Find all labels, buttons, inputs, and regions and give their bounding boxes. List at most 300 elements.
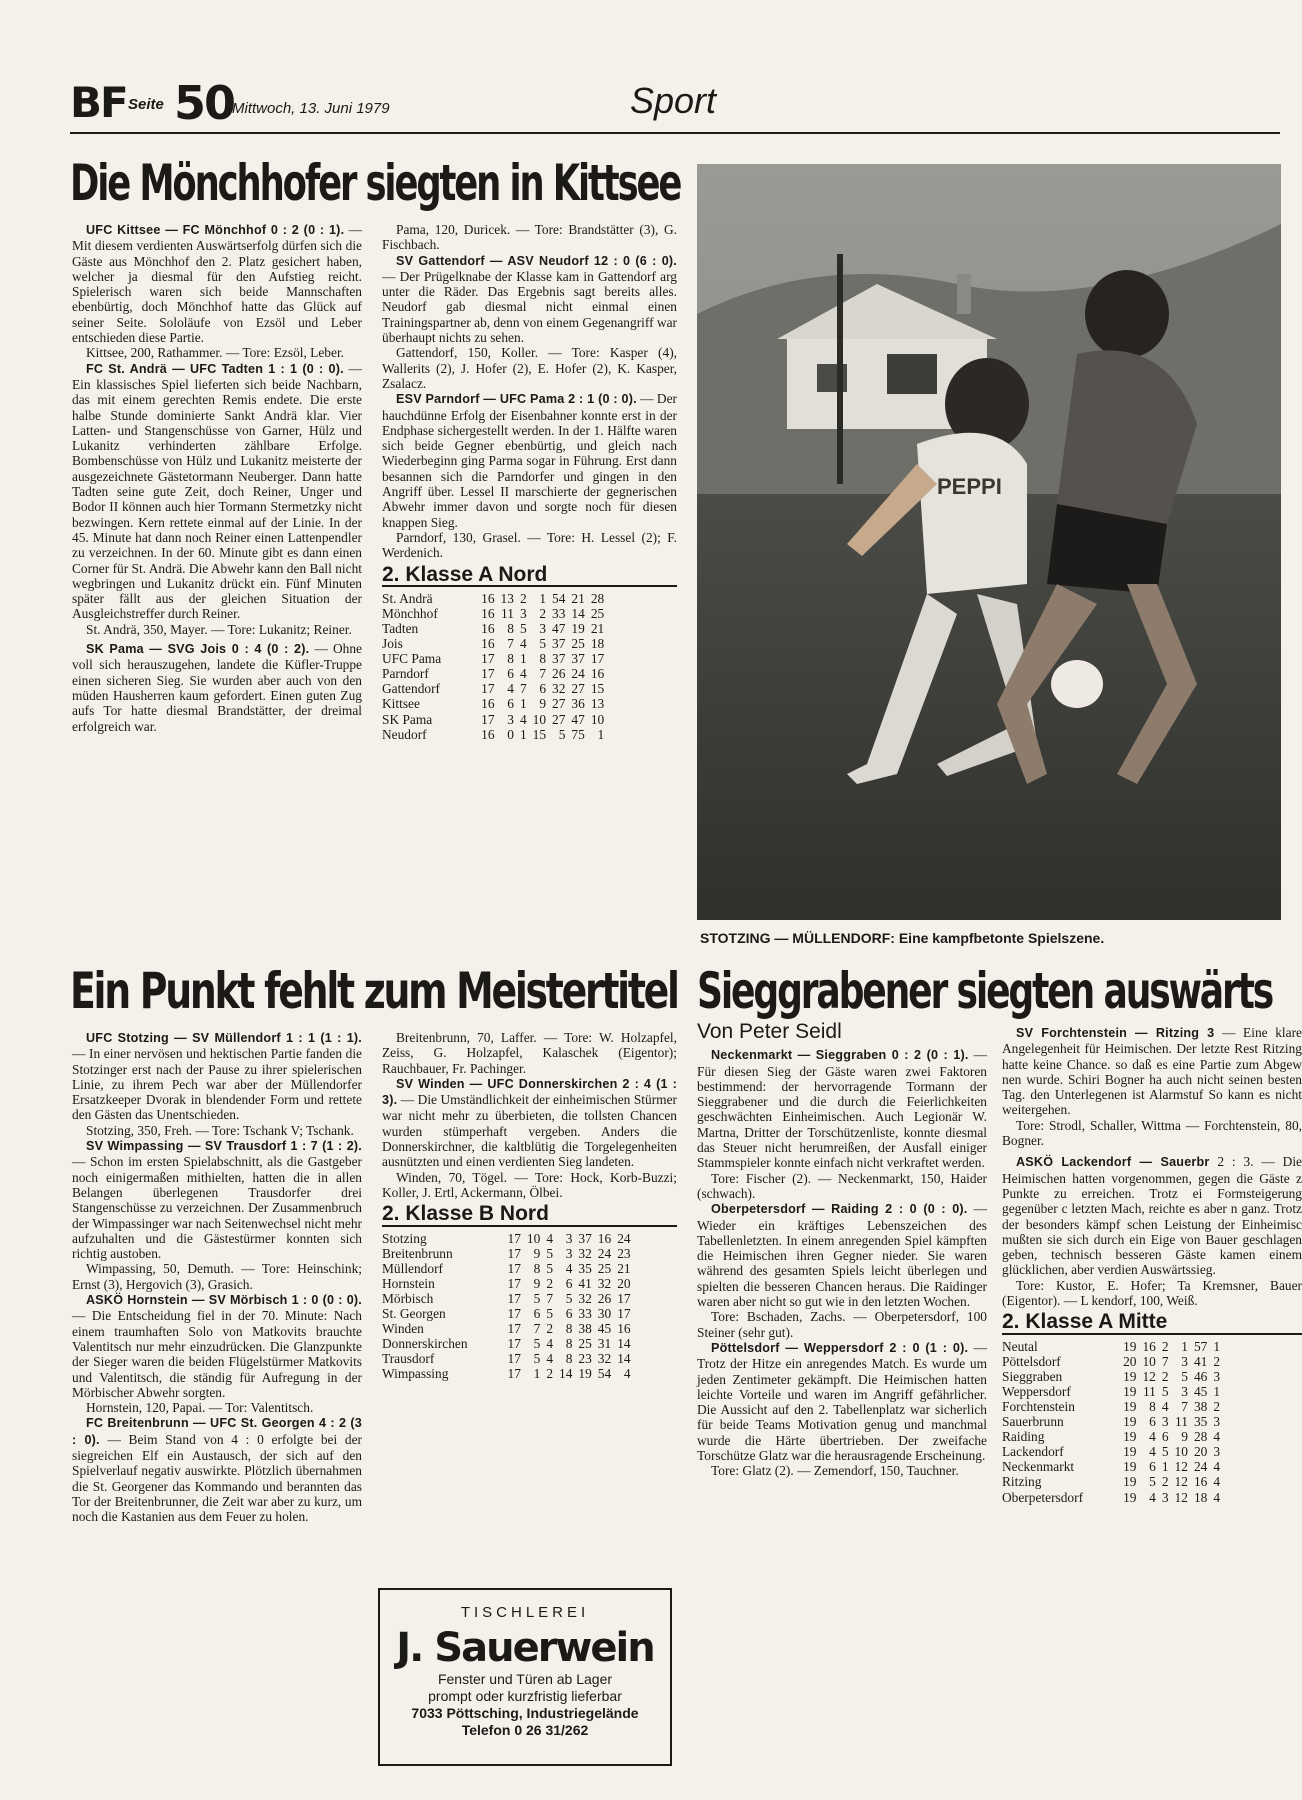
table-row (382, 1261, 637, 1276)
table-cell: 1 (519, 726, 527, 742)
table-cell: 6 (1149, 1414, 1156, 1430)
table-cell: 47 (552, 621, 566, 637)
table-cell: 19 (1123, 1414, 1137, 1430)
table-cell: 6 (507, 696, 514, 712)
table-cell: 19 (1123, 1429, 1137, 1445)
table-row (1002, 1414, 1226, 1429)
table-cell: 4 (507, 681, 514, 697)
table-cell: 17 (507, 1230, 521, 1246)
match-info: Wimpassing, 50, Demuth. — Tore: Heinschink; Ernst (3), Hergovich (3), Grasich. (72, 1261, 362, 1292)
table-cell: 27 (552, 696, 566, 712)
byline: Von Peter Seidl (697, 1020, 842, 1043)
table-cell: 2 (539, 605, 547, 621)
table-cell: 19 (1123, 1444, 1137, 1460)
header-rule (70, 132, 1280, 134)
team-name: Raiding (1002, 1429, 1045, 1445)
table-cell: 5 (539, 636, 547, 652)
issue-date: Mittwoch, 13. Juni 1979 (232, 100, 390, 117)
article2-column-2 (382, 1030, 677, 1382)
table-row (382, 1306, 637, 1321)
match-heading: UFC Kittsee — FC Mönchhof 0 : 2 (0 : 1). (86, 223, 345, 237)
article3-column-2 (1002, 1025, 1302, 1505)
table-cell: 19 (571, 621, 585, 637)
table-row (382, 1336, 637, 1351)
table-cell: 3 (1161, 1414, 1169, 1430)
match-heading: Neckenmarkt — Sieggraben 0 : 2 (0 : 1). (711, 1048, 969, 1063)
table-cell: 14 (571, 605, 585, 621)
table-cell: 41 (1193, 1353, 1208, 1369)
team-name: Forchtenstein (1002, 1399, 1075, 1415)
match-info: Parndorf, 130, Grasel. — Tore: H. Lessel (2); F. Werdenich. (382, 529, 677, 561)
table-cell: 1 (519, 651, 527, 667)
table-cell: 17 (507, 1306, 521, 1322)
table-cell: 16 (481, 696, 495, 712)
table-cell: 21 (571, 590, 585, 606)
table-cell: 8 (565, 1336, 573, 1352)
table-cell: 5 (533, 1336, 541, 1352)
headline-sieggrabener: Sieggrabener siegten auswärts (697, 962, 1273, 1020)
article3-column-1 (697, 1022, 987, 1479)
match-heading: FC St. Andrä — UFC Tadten 1 : 1 (0 : 0). (86, 361, 344, 376)
match-text: — Die Umständlichkeit der einheimischen Stürmer war nicht mehr zu überbieten, die tollsten Chancen wurden stümperhaft vergeben. Anders die Donnerskirchner, die kaltblütig die Torgelegenheiten ausnützten und einen verdienten Sieg landeten. (382, 1092, 677, 1170)
table-row (382, 636, 610, 651)
standings-table-a-nord (382, 591, 610, 742)
table-cell: 2 (546, 1275, 554, 1291)
match-info: St. Andrä, 350, Mayer. — Tore: Lukanitz; Reiner. (86, 621, 352, 637)
ad-phone: Telefon 0 26 31/262 (461, 1722, 589, 1738)
article1-column-2 (382, 222, 677, 742)
team-name: St. Georgen (382, 1306, 446, 1322)
table-cell: 14 (617, 1351, 631, 1367)
team-name: Mörbisch (382, 1290, 434, 1306)
team-name: Ritzing (1002, 1474, 1042, 1490)
team-name: Tadten (382, 621, 419, 637)
shirt-text: PEPPI (937, 474, 1002, 499)
table-row (1002, 1399, 1226, 1414)
table-cell: 4 (1161, 1399, 1169, 1415)
table-row (382, 1291, 637, 1306)
table-cell: 10 (1174, 1444, 1188, 1460)
ad-line: prompt oder kurzfristig lieferbar (428, 1688, 622, 1704)
team-name: Oberpetersdorf (1002, 1489, 1084, 1505)
table-cell: 17 (507, 1366, 521, 1382)
table-cell: 16 (597, 1230, 612, 1246)
table-cell: 37 (552, 636, 566, 652)
table-cell: 9 (533, 1245, 541, 1261)
team-name: UFC Pama (382, 651, 442, 667)
table-cell: 4 (1149, 1489, 1156, 1505)
match-info: Tore: Glatz (2). — Zemendorf, 150, Tauchner. (711, 1463, 959, 1479)
table-cell: 9 (539, 696, 547, 712)
match-info: Tore: Strodl, Schaller, Wittma — Forchtenstein, 80, Bogner. (1002, 1117, 1302, 1149)
table-cell: 3 (507, 711, 514, 727)
table-cell: 5 (533, 1290, 541, 1306)
table-cell: 45 (1193, 1383, 1208, 1399)
table-cell: 5 (546, 1245, 554, 1261)
team-name: Gattendorf (382, 681, 441, 697)
team-name: Müllendorf (382, 1260, 443, 1276)
table-cell: 11 (501, 605, 514, 621)
table-cell: 16 (481, 621, 495, 637)
table-cell: 38 (1193, 1399, 1208, 1415)
team-name: Trausdorf (382, 1351, 435, 1367)
table-cell: 33 (552, 605, 566, 621)
photo-illustration (697, 164, 1281, 920)
table-row (382, 651, 610, 666)
table-cell: 5 (546, 1260, 554, 1276)
table-cell: 4 (546, 1351, 554, 1367)
table-cell: 31 (597, 1336, 612, 1352)
table-cell: 17 (507, 1351, 521, 1367)
table-row (1002, 1429, 1226, 1444)
match-text: — Mit diesem verdienten Auswärtserfolg dürfen sich die Gäste aus Mönchhof den 2. Platz gesichert haben, welcher ja diesmal für den Aufstieg reicht. Spielerisch waren sich beide Mannschaften ebenbürtig, doch Mönchhof hatte das Glück auf seiner Seite. Sololäufe von Ezsöl und Leber entschieden diese Partie. (72, 222, 362, 346)
match-info: Hornstein, 120, Papai. — Tor: Valentitsch. (86, 1400, 314, 1416)
table-cell: 2 (546, 1366, 554, 1382)
table-cell: 7 (1161, 1353, 1169, 1369)
match-info: Gattendorf, 150, Koller. — Tore: Kasper (4), Wallerits (2), J. Hofer (2), E. Hofer (2), K. Kasper, Zsalacz. (382, 345, 677, 391)
table-cell: 10 (526, 1230, 541, 1246)
match-text: 2 : 3. — Die Heimischen hatten vorgenommen, gegen die Gäste z Punkte zu erreichen. Trotz ei Formsteigerung gegenüber c letzten Mach, reichte es aber n ganz. Trotz der besonders kämpf schen Leistung der Einheimisc mußten sie sich durch ein Eige von Bauer geschlagen geben, technisch besseren Gäste kamen einem glücklichen, aber verdien Auswärtssieg. (1002, 1154, 1302, 1278)
table-row (1002, 1474, 1226, 1489)
match-info: Winden, 70, Tögel. — Tore: Hock, Korb-Buzzi; Koller, J. Ertl, Ackermann, Ölbei. (382, 1169, 677, 1200)
table-cell: 16 (590, 666, 605, 682)
table-cell: 18 (590, 636, 605, 652)
table-cell: 5 (1161, 1383, 1169, 1399)
table-cell: 35 (578, 1260, 592, 1276)
table-cell: 32 (552, 681, 566, 697)
table-row (382, 1351, 637, 1366)
match-info: Tore: Bschaden, Zachs. — Oberpetersdorf, 100 Steiner (sehr gut). (697, 1309, 987, 1340)
section-title: Sport (630, 80, 717, 121)
table-cell: 24 (1193, 1459, 1208, 1475)
team-name: Weppersdorf (1002, 1383, 1071, 1399)
table-cell: 10 (532, 711, 547, 727)
table-cell: 8 (565, 1351, 573, 1367)
table-cell: 2 (1161, 1368, 1169, 1384)
table-cell: 30 (597, 1306, 612, 1322)
match-photo (697, 164, 1281, 920)
table-cell: 5 (565, 1290, 573, 1306)
match-info: Tore: Kustor, E. Hofer; Ta Kremsner, Bauer (Eigentor). — L kendorf, 100, Weiß. (1002, 1277, 1302, 1309)
table-row (382, 1231, 637, 1246)
match-info: Pama, 120, Duricek. — Tore: Brandstätter (3), G. Fischbach. (382, 222, 677, 253)
table-row (382, 621, 610, 636)
table-cell: 7 (546, 1290, 554, 1306)
table-cell: 3 (1213, 1414, 1221, 1430)
match-text: — Ein klassisches Spiel lieferten sich beide Nachbarn, das mit einem gerechten Remis endete. Die erste halbe Stunde dominierte Sankt Andrä klar. Vier Latten- und Stangenschüsse von Garner, Hülz und Lukanitz verhinderten zählbare Erfolge. Bombenschüsse von Hülz und Lukanitz meisterte der ausgezeichnete Gästetormann Neuberger. Dann hatte Tadten seine gute Zeit, doch Reiner, Unger und Bodor II können auch hier Tormann Stermetzky nicht bezwingen. Kern rettete einmal auf der Linie. In der 45. Minute hat dann noch Reiner einen Lattenpendler zu verzeichnen. In der 60. Minute gibt es dann einen Corner für St. Andrä. Die Abwehr kann den Ball nicht wegbringen und Lukanitz drückt ein. Fünf Minuten später fällt aus der gleichen Situation der Ausgleichstreffer durch Reiner. (72, 360, 362, 622)
table-row (1002, 1354, 1226, 1369)
table-cell: 16 (481, 590, 495, 606)
table-row (382, 1276, 637, 1291)
table-cell: 6 (1149, 1459, 1156, 1475)
table-cell: 24 (617, 1230, 631, 1246)
table-cell: 12 (1174, 1459, 1188, 1475)
table-cell: 17 (481, 666, 495, 682)
table-row (1002, 1459, 1226, 1474)
table-cell: 19 (1123, 1383, 1137, 1399)
match-heading: FC Breitenbrunn — UFC St. Georgen 4 : 2 (3 : 0). (72, 1416, 362, 1447)
table-cell: 16 (1193, 1474, 1208, 1490)
table-cell: 3 (519, 605, 527, 621)
table-cell: 23 (617, 1245, 631, 1261)
team-name: Winden (382, 1321, 424, 1337)
table-cell: 7 (507, 636, 514, 652)
ad-label: TISCHLEREI (460, 1604, 590, 1621)
table-title-b-nord: 2. Klasse B Nord (382, 1206, 677, 1226)
team-name: Breitenbrunn (382, 1245, 453, 1261)
table-cell: 11 (1175, 1414, 1188, 1430)
table-cell: 5 (1149, 1474, 1156, 1490)
table-cell: 27 (571, 681, 585, 697)
match-text: — In einer nervösen und hektischen Partie fanden die Stotzinger erst nach der Pause zu ihrer spielerischen Linie, zu ihrem Pech war aber der Müllendorfer Ersatzkeeper Dvorak in blendender Form und rettete den Gästen das Unentschieden. (72, 1046, 362, 1123)
match-heading: SV Wimpassing — SV Trausdorf 1 : 7 (1 : 2). (86, 1139, 362, 1154)
table-cell: 75 (571, 726, 585, 742)
table-cell: 4 (519, 711, 527, 727)
table-cell: 54 (597, 1366, 612, 1382)
table-cell: 8 (565, 1321, 573, 1337)
table-cell: 25 (571, 636, 585, 652)
table-cell: 1 (1213, 1383, 1221, 1399)
table-cell: 4 (546, 1336, 554, 1352)
table-cell: 6 (507, 666, 514, 682)
team-name: St. Andrä (382, 590, 433, 606)
table-cell: 28 (590, 590, 605, 606)
match-heading: SK Pama — SVG Jois 0 : 4 (0 : 2). (86, 642, 310, 657)
team-name: Neckenmarkt (1002, 1459, 1075, 1475)
table-cell: 19 (1123, 1489, 1137, 1505)
table-cell: 25 (590, 605, 605, 621)
table-cell: 14 (617, 1336, 631, 1352)
table-cell: 16 (481, 605, 495, 621)
table-cell: 0 (507, 726, 514, 742)
table-cell: 12 (1174, 1474, 1188, 1490)
table-row (382, 1366, 637, 1381)
match-text: — Die Entscheidung fiel in der 70. Minute: Nach einem traumhaften Solo von Matkovits brauchte Valentitsch nur mehr einzudrücken. Die Glanzpunkte der Sieger waren die beiden Flügelstürmer Matkovits und Valentitsch, die ständig für Aufregung in der Mörbischer Abwehr sorgten. (72, 1308, 362, 1400)
table-cell: 3 (1161, 1489, 1169, 1505)
match-heading: UFC Stotzing — SV Müllendorf 1 : 1 (1 : 1). (86, 1031, 362, 1045)
table-cell: 5 (558, 726, 566, 742)
standings-table-a-mitte (1002, 1339, 1226, 1505)
ad-address: 7033 Pöttsching, Industriegelände (411, 1705, 639, 1721)
table-cell: 4 (1149, 1444, 1156, 1460)
table-cell: 6 (1161, 1429, 1169, 1445)
table-cell: 32 (578, 1290, 592, 1306)
table-cell: 7 (539, 666, 547, 682)
table-cell: 12 (1174, 1489, 1188, 1505)
table-cell: 7 (533, 1321, 541, 1337)
table-cell: 32 (597, 1351, 612, 1367)
table-cell: 2 (1161, 1474, 1169, 1490)
table-cell: 8 (533, 1260, 541, 1276)
table-cell: 6 (539, 681, 547, 697)
team-name: Kittsee (382, 696, 420, 712)
table-cell: 4 (519, 666, 527, 682)
match-text: — Wieder ein kräftiges Lebenszeichen des Tabellenletzten. In einem anregenden Spiel kämpften die Heimischen ihren Gegner nieder. Sie waren während des gesamten Spiels leicht überlegen und spielten die besseren Chancen heraus. Die Raidinger waren aber nicht so gut wie in den letzten Wochen. (697, 1201, 987, 1310)
match-text: — Der Prügelknabe der Klasse kam in Gattendorf arg unter die Räder. Das Ergebnis sagt bereits alles. Neudorf gab diesmal nicht einmal einen Trainingspartner ab, denn von einem Gegenangriff war überhaupt nichts zu sehen. (382, 268, 677, 346)
match-info: Stotzing, 350, Freh. — Tore: Tschank V; Tschank. (86, 1122, 354, 1138)
team-name: Neutal (1002, 1338, 1038, 1354)
table-cell: 19 (1123, 1338, 1137, 1354)
article2-column-1 (72, 1030, 362, 1525)
team-name: Parndorf (382, 666, 429, 682)
table-cell: 4 (565, 1260, 573, 1276)
masthead: BF (70, 78, 127, 127)
table-cell: 15 (532, 726, 547, 742)
table-row (1002, 1369, 1226, 1384)
table-cell: 21 (617, 1260, 631, 1276)
table-row (1002, 1384, 1226, 1399)
team-name: Stotzing (382, 1230, 427, 1246)
table-cell: 37 (571, 651, 585, 667)
table-cell: 57 (1193, 1338, 1208, 1354)
table-cell: 41 (578, 1275, 592, 1291)
table-cell: 27 (552, 711, 566, 727)
table-cell: 3 (565, 1230, 573, 1246)
table-cell: 19 (1123, 1399, 1137, 1415)
match-heading: SV Winden — UFC Donnerskirchen 2 : 4 (1 : 3). (382, 1076, 677, 1108)
table-cell: 26 (597, 1290, 612, 1306)
table-cell: 37 (578, 1230, 592, 1246)
table-row (382, 696, 610, 711)
advertisement (378, 1588, 672, 1766)
team-name: Sieggraben (1002, 1368, 1063, 1384)
table-cell: 2 (519, 590, 527, 606)
table-cell: 17 (507, 1321, 521, 1337)
table-cell: 2 (1161, 1338, 1169, 1354)
table-cell: 8 (539, 651, 547, 667)
team-name: Donnerskirchen (382, 1336, 468, 1352)
table-cell: 4 (1213, 1429, 1221, 1445)
match-text: — Trotz der Hitze ein anregendes Match. Es wurde um jeden Zentimeter gekämpft. Die Heimischen hatten leichte Vorteile und waren im Angriff gefährlicher. Die Aussicht auf den 2. Tabellenplatz war sicherlich für beide Teams Motivation genug und manchmal wurde die Härte übertrieben. Der zweifache Torschütze Glatz war die herausragende Erscheinung. (697, 1339, 987, 1464)
table-cell: 19 (1123, 1459, 1137, 1475)
table-cell: 17 (507, 1290, 521, 1306)
table-cell: 5 (533, 1351, 541, 1367)
table-cell: 6 (565, 1275, 573, 1291)
table-cell: 17 (507, 1336, 521, 1352)
table-cell: 6 (565, 1306, 573, 1322)
table-cell: 1 (1161, 1459, 1169, 1475)
table-cell: 4 (519, 636, 527, 652)
table-cell: 4 (1213, 1459, 1221, 1475)
table-cell: 37 (552, 651, 566, 667)
table-row (382, 712, 610, 727)
table-cell: 2 (546, 1321, 554, 1337)
table-cell: 47 (571, 711, 585, 727)
table-cell: 17 (481, 681, 495, 697)
table-cell: 16 (481, 726, 495, 742)
table-cell: 45 (597, 1321, 612, 1337)
team-name: Sauerbrunn (1002, 1414, 1064, 1430)
headline-moenchhofer: Die Mönchhofer siegten in Kittsee (70, 154, 681, 212)
table-cell: 2 (1213, 1399, 1221, 1415)
table-cell: 5 (1181, 1368, 1188, 1384)
table-cell: 16 (617, 1321, 631, 1337)
table-cell: 3 (1213, 1444, 1221, 1460)
table-cell: 17 (481, 711, 495, 727)
table-cell: 11 (1142, 1383, 1156, 1399)
table-cell: 5 (546, 1306, 554, 1322)
match-heading: SV Forchtenstein — Ritzing 3 (1016, 1026, 1215, 1040)
table-cell: 17 (507, 1245, 521, 1261)
table-cell: 25 (578, 1336, 592, 1352)
article3-column-2-clip (1002, 1025, 1302, 1785)
match-text: — Für diesen Sieg der Gäste waren zwei Faktoren bestimmend: der hervorragende Tormann der Sieggrabener und die durch die Feierlichkeiten geschwächten Einheimischen. Auch Legionär W. Martna, Dritter der Torschützenliste, konnte diesmal das Steuer nicht herumreißen, der Ausfall einiger Stammspieler konnte einfach nicht verkraftet werden. (697, 1047, 987, 1171)
match-text: — Ohne voll sich herauszugehen, landete die Küfler-Truppe einen sicheren Sieg. Sie wurden aber auch von den müden Hausherren kaum gefordert. Einen guten Zug aufs Tor hatte diesmal Brandstätter, der dreimal erfolgreich war. (72, 641, 362, 734)
table-cell: 33 (578, 1306, 592, 1322)
match-text: — Eine klare Angelegenheit für Heimischen. Der letzte Rest Ritzing hatte keine Chance. so daß es eine Partie zum Abgew nen wurde. Schiri Bogner ha auch nicht seinen besten Tag. den Unterlegenen ist Alarmstuf So kann es nicht weitergehen. (1002, 1025, 1302, 1118)
photo-caption: STOTZING — MÜLLENDORF: Eine kampfbetonte Spielszene. (700, 930, 1105, 946)
standings-table-b-nord (382, 1231, 637, 1382)
team-name: Mönchhof (382, 605, 438, 621)
table-cell: 17 (507, 1275, 521, 1291)
table-cell: 3 (565, 1245, 573, 1261)
table-cell: 28 (1193, 1429, 1208, 1445)
table-cell: 36 (571, 696, 585, 712)
table-cell: 23 (578, 1351, 592, 1367)
table-cell: 32 (578, 1245, 592, 1261)
table-cell: 46 (1193, 1368, 1208, 1384)
table-cell: 24 (571, 666, 585, 682)
table-title-a-nord: 2. Klasse A Nord (382, 567, 677, 587)
table-row (1002, 1339, 1226, 1354)
team-name: SK Pama (382, 711, 433, 727)
article1-column-1 (72, 222, 362, 734)
table-cell: 20 (1193, 1444, 1208, 1460)
table-cell: 5 (519, 621, 527, 637)
page-header (70, 78, 1270, 130)
table-cell: 9 (533, 1275, 541, 1291)
table-row (382, 666, 610, 681)
table-cell: 25 (597, 1260, 612, 1276)
table-cell: 1 (519, 696, 527, 712)
table-cell: 1 (597, 726, 605, 742)
table-cell: 4 (1213, 1489, 1221, 1505)
table-cell: 17 (481, 651, 495, 667)
table-cell: 16 (1142, 1338, 1156, 1354)
table-cell: 32 (597, 1275, 612, 1291)
table-row (382, 681, 610, 696)
table-cell: 6 (533, 1306, 541, 1322)
table-cell: 4 (1149, 1429, 1156, 1445)
table-cell: 24 (597, 1245, 612, 1261)
match-info: Kittsee, 200, Rathammer. — Tore: Ezsöl, Leber. (86, 345, 345, 361)
match-heading: ASKÖ Lackendorf — Sauerbr (1016, 1155, 1210, 1170)
table-cell: 3 (539, 621, 547, 637)
match-text: — Der hauchdünne Erfolg der Eisenbahner konnte erst in der Endphase sichergestellt werden. In der 1. Hälfte waren sich beide Gegner ebenbürtig, und gleich nach Wiederbeginn ging Parma sogar in Führung. Erst dann besannen sich die Parndorfer und gingen in den Angriff über. Lessel II marschierte der gegnerischen Abwehr immer davon und sorgte noch für diesen knappen Sieg. (382, 391, 677, 530)
table-cell: 9 (1181, 1429, 1188, 1445)
team-name: Neudorf (382, 726, 427, 742)
table-cell: 4 (546, 1230, 554, 1246)
match-text: — Schon im ersten Spielabschnitt, als die Gastgeber noch einigermaßen mithielten, hatten die in allen Belangen überlegenen Trausdorfer drei Stangenschüsse zu verzeichnen. Der Zusammenbruch der Wimpassinger war nach Seitenwechsel nicht mehr aufzuhalten und die Gästestürmer konnten sich richtig austoben. (72, 1154, 362, 1262)
team-name: Lackendorf (1002, 1444, 1064, 1460)
table-cell: 7 (1181, 1399, 1188, 1415)
table-cell: 20 (1123, 1353, 1137, 1369)
table-cell: 18 (1193, 1489, 1208, 1505)
match-heading: SV Gattendorf — ASV Neudorf 12 : 0 (6 : 0). (396, 253, 677, 268)
table-cell: 54 (552, 590, 566, 606)
match-heading: Oberpetersdorf — Raiding 2 : 0 (0 : 0). (711, 1202, 968, 1217)
table-cell: 8 (507, 651, 514, 667)
match-info: Breitenbrunn, 70, Laffer. — Tore: W. Holzapfel, Zeiss, G. Holzapfel, Kalaschek (Eigentor); Rauchbauer, Fr. Pachinger. (382, 1030, 677, 1076)
table-cell: 13 (500, 590, 514, 606)
table-row (382, 606, 610, 621)
table-cell: 19 (1123, 1368, 1137, 1384)
table-row (382, 727, 610, 742)
table-cell: 20 (617, 1275, 631, 1291)
table-cell: 19 (1123, 1474, 1137, 1490)
table-cell: 10 (590, 711, 605, 727)
table-cell: 4 (623, 1366, 631, 1382)
